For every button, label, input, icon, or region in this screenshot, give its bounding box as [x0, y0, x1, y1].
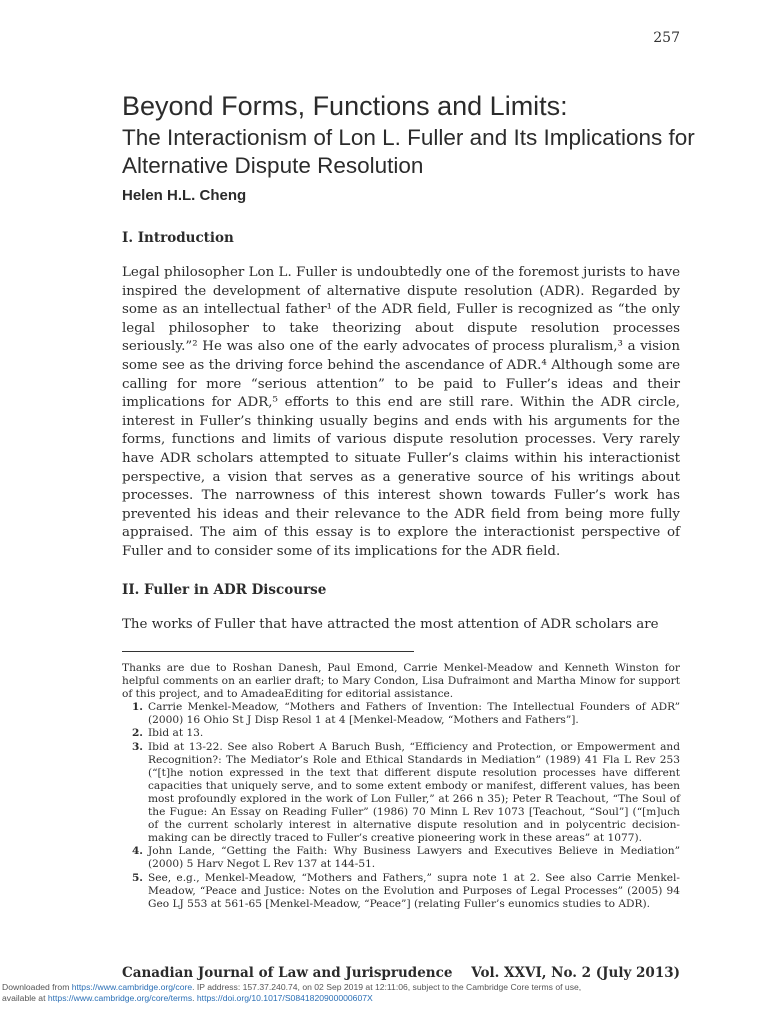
introduction-paragraph: Legal philosopher Lon L. Fuller is undoubtedly one of the foremost jurists to have inspired the development of alternative dispute resolution (ADR). Regarded by some as an intellectual father¹ of the ADR field, Fuller is recognized as “the only legal philosopher to take theorizing about dispute resolution processes seriously.”² He was also one of the early advocates of process pluralism,³ a vision some see as the driving force behind the ascendance of ADR.⁴ Although some are calling for more “serious attention” to be paid to Fuller’s ideas and their implications for ADR,⁵ efforts to this end are still rare. Within the ADR circle, interest in Fuller’s thinking usually begins and ends with his arguments for the forms, functions and limits of various dispute resolution processes. Very rarely have ADR scholars attempted to situate Fuller’s claims within his interactionist perspective, a vision that serves as a generative source of his writings about processes. The narrowness of this interest shown towards Fuller’s work has prevented his ideas and their relevance to the ADR field from being more fully appraised. The aim of this essay is to explore the interactionist perspective of Fuller and to consider some of its implications for the ADR field. [122, 265, 680, 559]
footnote-number: 4. [131, 845, 143, 858]
doi-link[interactable]: https://doi.org/10.1017/S0841820900000607X [196, 993, 373, 1003]
download-notice [0, 982, 768, 1004]
journal-volume: Vol. XXVI, No. 2 (July 2013) [471, 965, 680, 981]
section-heading-fuller-in-adr: II. Fuller in ADR Discourse [122, 582, 327, 598]
footnote [122, 741, 680, 846]
fuller-in-adr-paragraph: The works of Fuller that have attracted the most attention of ADR scholars are [122, 617, 659, 632]
download-notice-line-2 [2, 993, 768, 1004]
cambridge-core-link[interactable]: https://www.cambridge.org/core [71, 982, 193, 992]
footnote [122, 872, 680, 911]
footnote-text: Carrie Menkel-Meadow, “Mothers and Fathers of Invention: The Intellectual Founders of ADR” (2000) 16 Ohio St J Disp Resol 1 at 4 [Menkel-Meadow, “Mothers and Fathers”]. [148, 701, 680, 727]
link-separator: . [192, 993, 197, 1003]
footnote-text: Ibid at 13. [148, 727, 204, 740]
acknowledgement-note: Thanks are due to Roshan Danesh, Paul Emond, Carrie Menkel-Meadow and Kenneth Winston for helpful comments on an earlier draft; to Mary Condon, Lisa Dufraimont and Martha Minow for support of this project, and to AmadeaEditing for editorial assistance. [122, 662, 680, 701]
footnote-number: 2. [131, 727, 143, 740]
article-subtitle: The Interactionism of Lon L. Fuller and Its Implications for Alternative Dispute Resolution [122, 125, 695, 178]
footnote-text: See, e.g., Menkel-Meadow, “Mothers and Fathers,” supra note 1 at 2. See also Carrie Menkel-Meadow, “Peace and Justice: Notes on the Evolution and Purposes of Legal Processes” (2005) 94 Geo LJ 553 at 561-65 [Menkel-Meadow, “Peace”] (relating Fuller’s eunomics studies to ADR). [148, 871, 680, 910]
section-heading-introduction: I. Introduction [122, 230, 234, 246]
download-line2-prefix: available at [2, 993, 48, 1003]
journal-name: Canadian Journal of Law and Jurisprudence [122, 965, 453, 981]
download-prefix: Downloaded from [2, 982, 72, 992]
footnote [122, 701, 680, 727]
page-number: 257 [653, 30, 680, 46]
footnote [122, 845, 680, 871]
author-name: Helen H.L. Cheng [122, 187, 247, 204]
footnote [122, 727, 680, 740]
footnote-number: 1. [131, 701, 143, 714]
article-title: Beyond Forms, Functions and Limits: [122, 91, 568, 121]
footnote-text: John Lande, “Getting the Faith: Why Business Lawyers and Executives Believe in Mediation” (2000) 5 Harv Negot L Rev 137 at 144-51. [148, 845, 680, 871]
terms-link[interactable]: https://www.cambridge.org/core/terms [47, 993, 193, 1003]
footnote-number: 5. [131, 871, 143, 884]
journal-footer [122, 965, 680, 981]
footnote-number: 3. [131, 740, 143, 753]
download-notice-line-1 [2, 982, 768, 993]
footnotes-block [122, 662, 680, 911]
footnote-divider [122, 651, 414, 652]
download-middle: . IP address: 157.37.240.74, on 02 Sep 2019 at 12:11:06, subject to the Cambridge Core terms of use, [192, 982, 582, 992]
footnote-text: Ibid at 13-22. See also Robert A Baruch Bush, “Efficiency and Protection, or Empowerment and Recognition?: The Mediator’s Role and Ethical Standards in Mediation” (1989) 41 Fla L Rev 253 (“[t]he notion expressed in the text that different dispute resolution processes have different capacities that uniquely serve, and to some extent embody or manifest, different values, has been most profoundly explored in the work of Lon Fuller,” at 266 n 35); Peter R Teachout, “The Soul of the Fugue: An Essay on Reading Fuller” (1986) 70 Minn L Rev 1073 [Teachout, “Soul”] (“[m]uch of the current scholarly interest in alternative dispute resolution and in polycentric decision-making can be directly traced to Fuller’s creative pioneering work in these areas” at 1077). [148, 740, 680, 845]
